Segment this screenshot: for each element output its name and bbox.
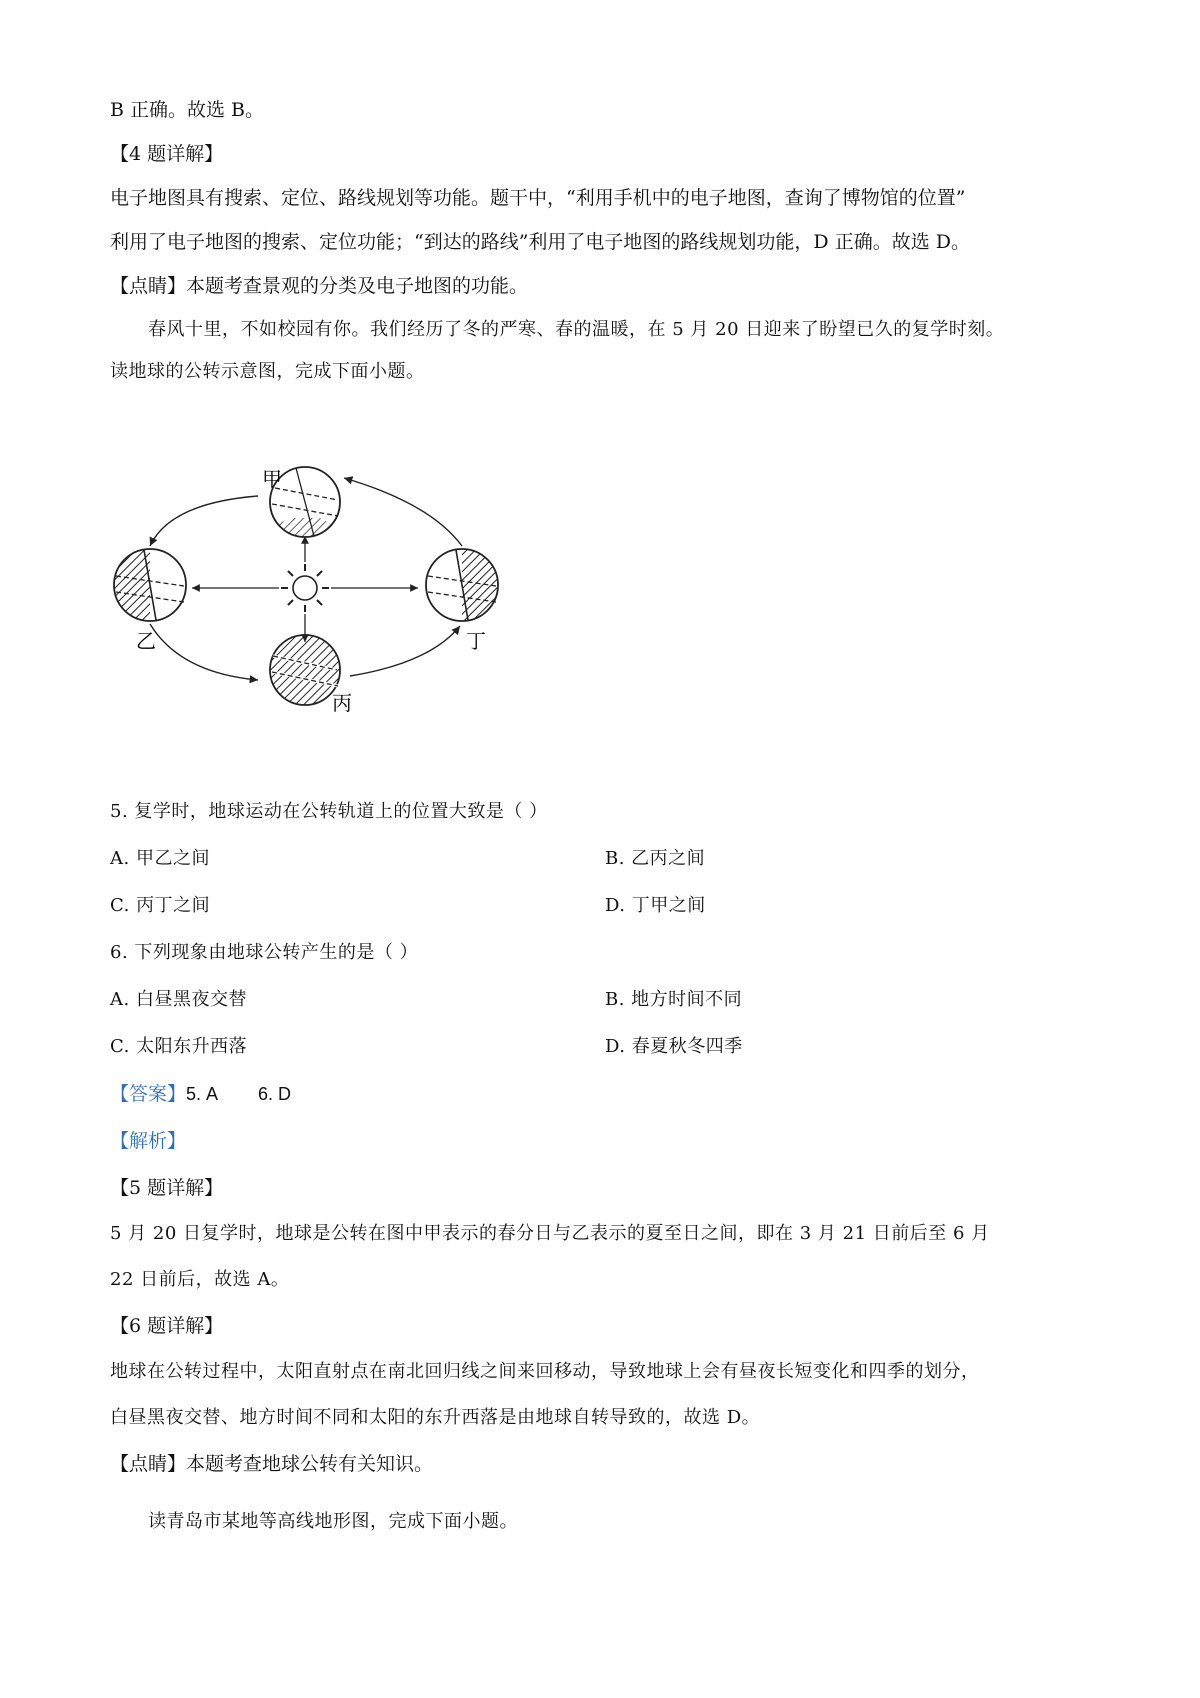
passage-line: 读地球的公转示意图，完成下面小题。 [110,361,425,382]
q6-option-d: D. 春夏秋冬四季 [605,1036,743,1057]
q5-option-a: A. 甲乙之间 [110,848,210,869]
q5-option-c: C. 丙丁之间 [110,895,211,916]
q5-option-d: D. 丁甲之间 [605,895,706,916]
tip-line: 【点睛】本题考查景观的分类及电子地图的功能。 [110,275,529,297]
label-jia: 甲 [262,467,282,491]
section-heading: 【4 题详解】 [110,143,224,165]
answer-label: 【答案】 [110,1083,187,1105]
label-yi: 乙 [136,629,156,653]
text-line: 5 月 20 日复学时，地球是公转在图中甲表示的春分日与乙表示的夏至日之间，即在 3 月 21 日前后至 6 月 [110,1223,990,1244]
text-line: 22 日前后，故选 A。 [110,1269,290,1290]
text-line: 利用了电子地图的搜索、定位功能；“到达的路线”利用了电子地图的路线规划功能，D 正确。故选 D。 [110,231,970,253]
earth-orbit-diagram [110,448,550,728]
orbit-arrow [350,626,460,676]
answer-5: 5. A [186,1084,219,1104]
q6-option-c: C. 太阳东升西落 [110,1036,248,1057]
sun-icon [281,564,329,612]
answer-6: 6. D [258,1084,292,1104]
q6-option-b: B. 地方时间不同 [605,989,743,1010]
passage-line: 春风十里，不如校园有你。我们经历了冬的严寒、春的温暖，在 5 月 20 日迎来了盼望已久的复学时刻。 [148,319,1005,340]
text-line: 电子地图具有搜索、定位、路线规划等功能。题干中，“利用手机中的电子地图，查询了博物馆的位置” [110,187,966,209]
label-ding: 丁 [466,629,486,653]
text-line: 白昼黑夜交替、地方时间不同和太阳的东升西落是由地球自转导致的，故选 D。 [110,1407,761,1428]
question-6-stem: 6. 下列现象由地球公转产生的是（ ） [110,942,419,963]
orbit-arrow [150,624,258,680]
orbit-arrow [344,478,462,546]
question-5-stem: 5. 复学时，地球运动在公转轨道上的位置大致是（ ） [110,801,548,822]
label-bing: 丙 [332,691,352,715]
analysis-label: 【解析】 [110,1130,187,1152]
q5-option-b: B. 乙丙之间 [605,848,706,869]
text-line: 地球在公转过程中，太阳直射点在南北回归线之间来回移动，导致地球上会有昼夜长短变化和四季的划分， [110,1361,980,1382]
answer-line [110,1082,291,1106]
section-heading: 【5 题详解】 [110,1177,224,1199]
tip-line: 【点睛】本题考查地球公转有关知识。 [110,1453,434,1475]
passage-line: 读青岛市某地等高线地形图，完成下面小题。 [148,1511,518,1532]
earth-yi [114,549,186,621]
text-line: B 正确。故选 B。 [110,99,265,121]
earth-bing [270,635,340,705]
earth-ding [426,549,498,621]
q6-option-a: A. 白昼黑夜交替 [110,989,247,1010]
orbit-arrow [150,496,258,546]
section-heading: 【6 题详解】 [110,1315,224,1337]
